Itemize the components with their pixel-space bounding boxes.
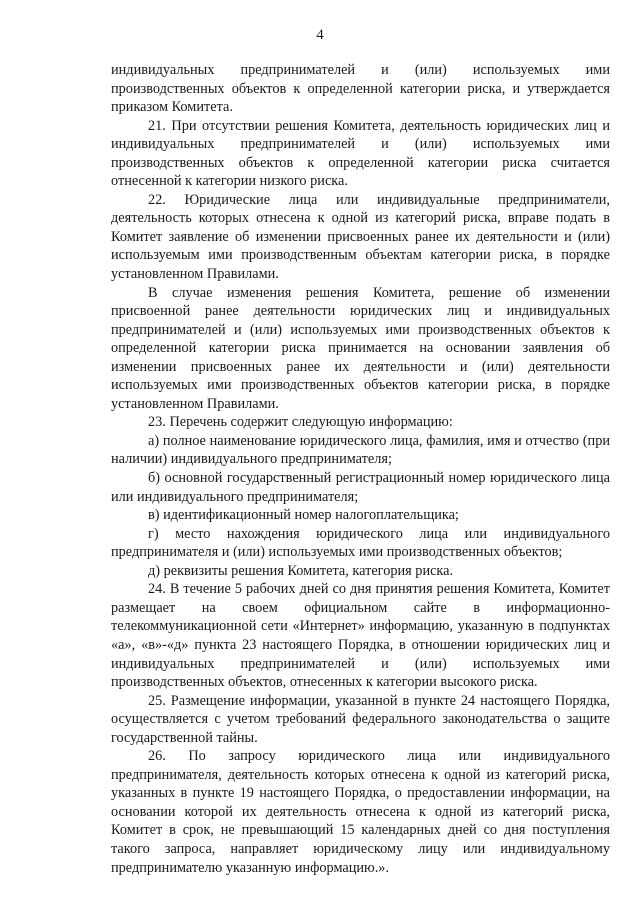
paragraph-item-24: 24. В течение 5 рабочих дней со дня принятия решения Комитета, Комитет размещает на своем официальном сайте в информационно-телекоммуникационной сети «Интернет» информацию, указанную в подпунктах «а», «в»-«д» пункта 23 настоящего Порядка, в отношении юридических лиц и индивидуальных предпринимателей и (или) используемых ими производственных объектов, отнесенных к категории высокого риска. bbox=[111, 581, 610, 691]
paragraph-item-25: 25. Размещение информации, указанной в пункте 24 настоящего Порядка, осуществляется с учетом требований федерального законодательства о защите государственной тайны. bbox=[111, 692, 610, 746]
paragraph-item-23: 23. Перечень содержит следующую информацию: bbox=[148, 414, 453, 431]
paragraph-item-23-b: б) основной государственный регистрационный номер юридического лица или индивидуального предпринимателя; bbox=[111, 470, 610, 505]
paragraph-item-23-d: д) реквизиты решения Комитета, категория риска. bbox=[148, 562, 454, 579]
paragraph-item-21: 21. При отсутствии решения Комитета, деятельность юридических лиц и индивидуальных предпринимателей и (или) используемых ими производственных объектов к определенной категории риска считается отнесенной к категории низкого риска. bbox=[111, 117, 610, 190]
paragraph-item-23-g: г) место нахождения юридического лица или индивидуального предпринимателя и (или) используемых ими производственных объектов; bbox=[111, 525, 610, 561]
paragraph-continuation: индивидуальных предпринимателей и (или) используемых ими производственных объектов к определенной категории риска, и утверждается приказом Комитета. bbox=[111, 62, 610, 116]
page-number: 4 bbox=[316, 27, 324, 43]
paragraph-item-26: 26. По запросу юридического лица или индивидуального предпринимателя, деятельность которых отнесена к одной из категорий риска, указанных в пункте 19 настоящего Порядка, о предоставлении информации, на основании которой их деятельность отнесена к одной из категорий риска, Комитет в срок, не превышающий 15 календарных дней со дня поступления такого запроса, направляет юридическому лицу или индивидуальному предпринимателю указанную информацию.». bbox=[111, 748, 610, 876]
document-body bbox=[111, 61, 610, 877]
paragraph-item-22: 22. Юридические лица или индивидуальные предприниматели, деятельность которых отнесена к одной из категорий риска, вправе подать в Комитет заявление об изменении присвоенных ранее их деятельности и (или) используемым ими производственным объектам категории риска, в порядке установленном Правилами. bbox=[111, 191, 610, 283]
paragraph-item-22-change: В случае изменения решения Комитета, решение об изменении присвоенной ранее деятельности юридических лиц и индивидуальных предпринимателей и (или) используемых ими производственных объектов к определенной категории риска принимается на основании заявления об изменении присвоенных ранее их деятельности и (или) деятельности используемых ими производственных объектов категории риска, в порядке установленном Правилами. bbox=[111, 284, 610, 412]
paragraph-item-23-a: а) полное наименование юридического лица, фамилия, имя и отчество (при наличии) индивидуального предпринимателя; bbox=[111, 432, 610, 468]
paragraph-item-23-v: в) идентификационный номер налогоплательщика; bbox=[148, 507, 459, 524]
